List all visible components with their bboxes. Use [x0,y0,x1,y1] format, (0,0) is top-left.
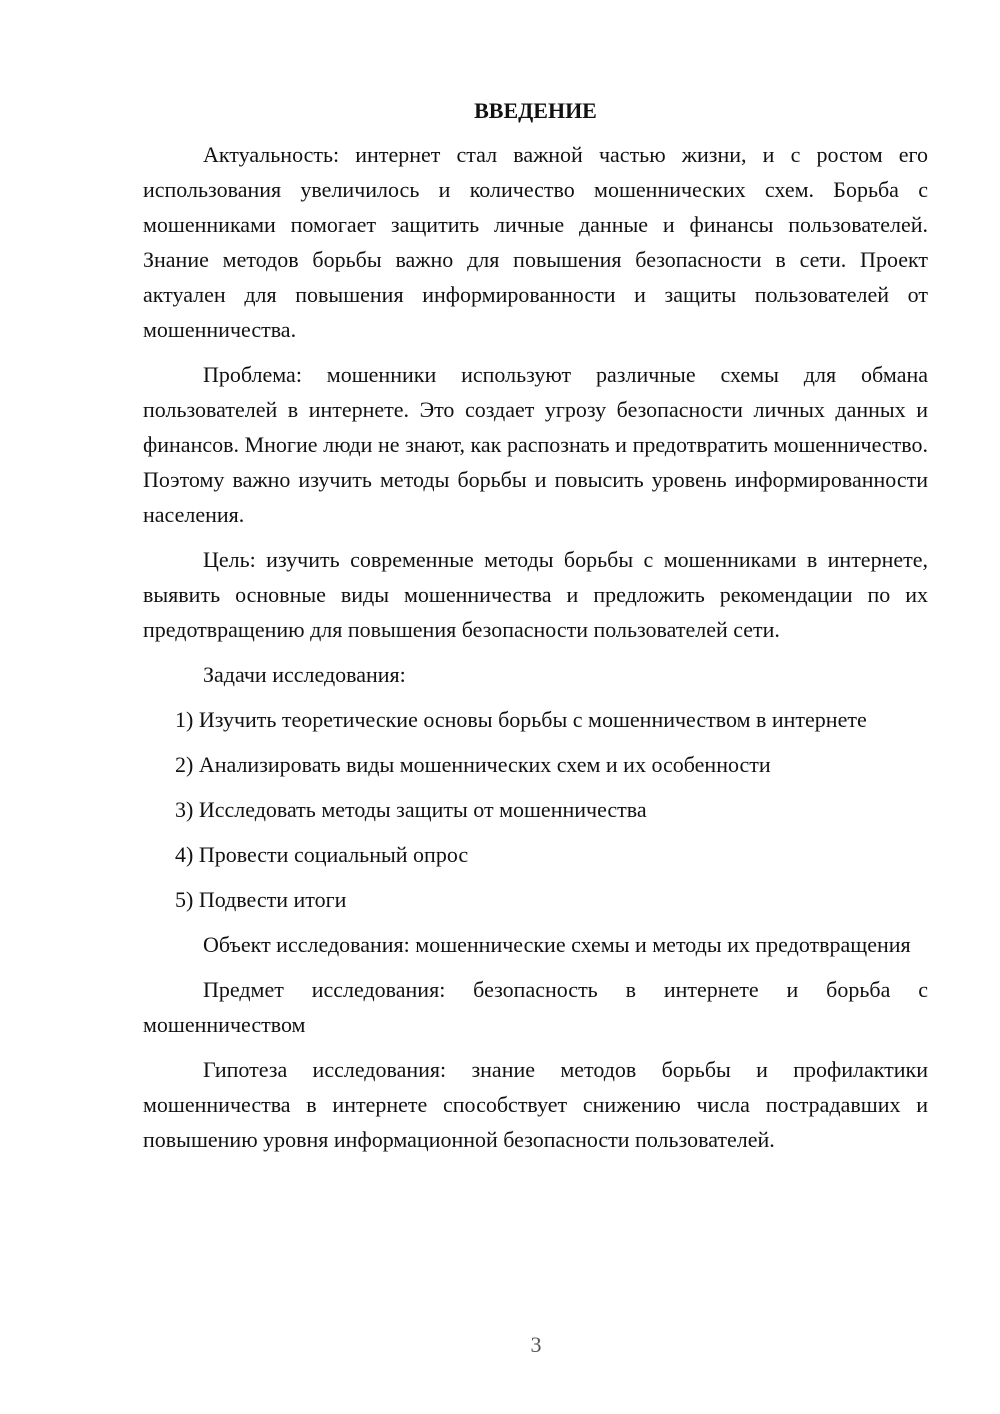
goal-paragraph: Цель: изучить современные методы борьбы с мошенниками в интернете, выявить основные виды мошенничества и предложить рекомендации по их предотвращению для повышения безопасности пользователей сети. [143,547,928,642]
page-number: 3 [530,1332,542,1357]
hypothesis-paragraph: Гипотеза исследования: знание методов борьбы и профилактики мошенничества в интернете способствует снижению числа пострадавших и повышению уровня информационной безопасности пользователей. [143,1057,928,1152]
object-paragraph: Объект исследования: мошеннические схемы и методы их предотвращения [203,932,911,957]
relevance-paragraph: Актуальность: интернет стал важной частью жизни, и с ростом его использования увеличилось и количество мошеннических схем. Борьба с мошенниками помогает защитить личные данные и финансы пользователей. Знание методов борьбы важно для повышения безопасности в сети. Проект актуален для повышения информированности и защиты пользователей от мошенничества. [143,142,928,342]
task-item-2: 2) Анализировать виды мошеннических схем и их особенности [175,752,771,777]
subject-paragraph: Предмет исследования: безопасность в интернете и борьба с мошенничеством [143,977,928,1037]
task-item-1: 1) Изучить теоретические основы борьбы с мошенничеством в интернете [175,707,867,732]
tasks-list [143,702,928,917]
problem-paragraph: Проблема: мошенники используют различные схемы для обмана пользователей в интернете. Это создает угрозу безопасности личных данных и финансов. Многие люди не знают, как распознать и предотвратить мошенничество. Поэтому важно изучить методы борьбы и повысить уровень информированности населения. [143,362,928,527]
page-title: ВВЕДЕНИЕ [474,98,597,123]
task-item-4: 4) Провести социальный опрос [175,842,469,867]
task-item-3: 3) Исследовать методы защиты от мошенничества [175,797,647,822]
task-item-5: 5) Подвести итоги [175,887,347,912]
tasks-heading: Задачи исследования: [203,662,406,687]
page-content [143,96,928,1167]
